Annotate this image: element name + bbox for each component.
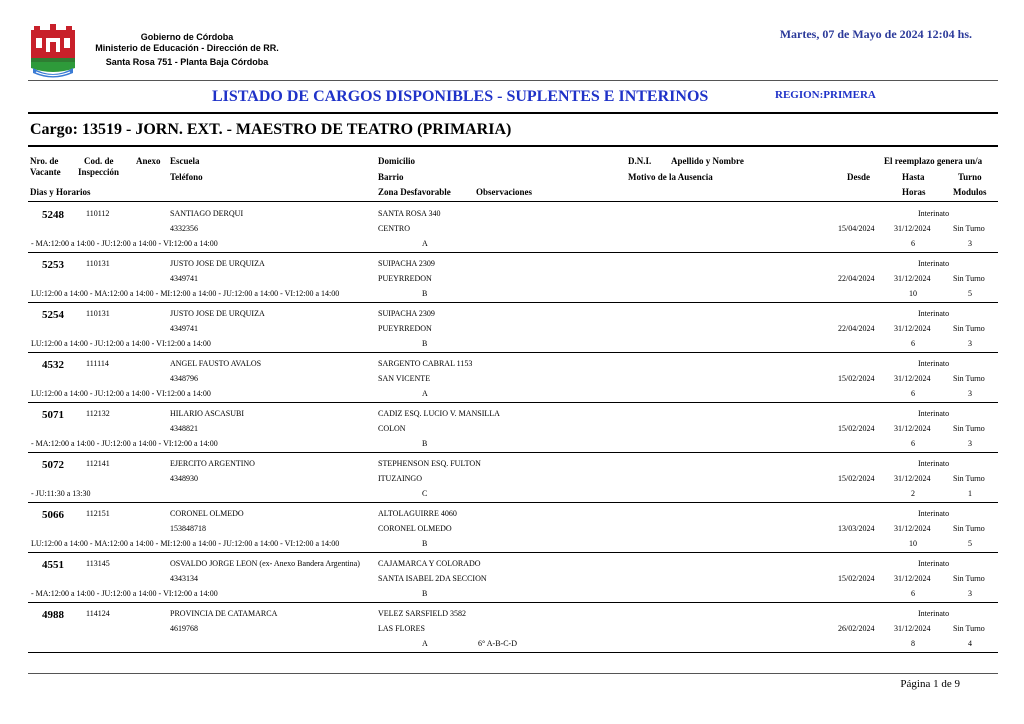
page-number: Página 1 de 9: [900, 678, 960, 690]
schedule: LU:12:00 a 14:00 - MA:12:00 a 14:00 - MI:12:00 a 14:00 - JU:12:00 a 14:00 - VI:12:00 a 14:00: [31, 539, 340, 548]
inspeccion-code: 110112: [86, 209, 110, 218]
date-from: 15/02/2024: [838, 374, 875, 383]
school-address: SANTA ROSA 340: [378, 209, 441, 218]
vacancy-list: [28, 203, 998, 653]
school-address: SARGENTO CABRAL 1153: [378, 359, 473, 368]
modules: 3: [968, 589, 972, 598]
vacancy-row: [28, 553, 998, 603]
footer-divider: [28, 673, 998, 674]
date-from: 15/04/2024: [838, 224, 875, 233]
schedule: - MA:12:00 a 14:00 - JU:12:00 a 14:00 - VI:12:00 a 14:00: [31, 239, 218, 248]
organization-block: [82, 32, 292, 68]
hours: 6: [911, 589, 915, 598]
school-address: VELEZ SARSFIELD 3582: [378, 609, 466, 618]
modules: 5: [968, 539, 972, 548]
org-ministry: Ministerio de Educación - Dirección de RR.: [95, 43, 279, 53]
school-phone: 4348796: [170, 374, 198, 383]
school-name: HILARIO ASCASUBI: [170, 409, 245, 418]
school-phone: 4348930: [170, 474, 198, 483]
cargo-divider: [28, 145, 998, 147]
schedule: - MA:12:00 a 14:00 - JU:12:00 a 14:00 - VI:12:00 a 14:00: [31, 439, 218, 448]
zone: A: [422, 389, 428, 398]
col-zona: Zona Desfavorable: [378, 187, 451, 197]
school-address: SUIPACHA 2309: [378, 309, 435, 318]
col-reemplazo: El reemplazo genera un/a: [884, 156, 983, 166]
date-from: 22/04/2024: [838, 274, 875, 283]
col-turno: Turno: [958, 172, 982, 182]
inspeccion-code: 112132: [86, 409, 110, 418]
col-modulos: Modulos: [953, 187, 987, 197]
vacante-number: 4988: [42, 609, 64, 621]
modules: 1: [968, 489, 972, 498]
neighborhood: SAN VICENTE: [378, 374, 431, 383]
replacement-type: Interinato: [918, 409, 950, 418]
replacement-type: Interinato: [918, 309, 950, 318]
col-horas: Horas: [902, 187, 926, 197]
col-apellido: Apellido y Nombre: [671, 156, 744, 166]
hours: 10: [909, 539, 917, 548]
date-to: 31/12/2024: [894, 224, 931, 233]
date-to: 31/12/2024: [894, 274, 931, 283]
school-name: PROVINCIA DE CATAMARCA: [170, 609, 278, 618]
vacante-number: 5066: [42, 509, 64, 521]
org-address: Santa Rosa 751 - Planta Baja Córdoba: [105, 57, 269, 67]
neighborhood: CENTRO: [378, 224, 410, 233]
school-name: ANGEL FAUSTO AVALOS: [170, 359, 262, 368]
vacancy-row: [28, 403, 998, 453]
replacement-type: Interinato: [918, 609, 950, 618]
school-phone: 4343134: [170, 574, 198, 583]
modules: 3: [968, 389, 972, 398]
replacement-type: Interinato: [918, 559, 950, 568]
school-name: SANTIAGO DERQUI: [170, 209, 244, 218]
inspeccion-code: 112151: [86, 509, 110, 518]
replacement-type: Interinato: [918, 209, 950, 218]
replacement-type: Interinato: [918, 359, 950, 368]
zone: A: [422, 239, 428, 248]
schedule: - MA:12:00 a 14:00 - JU:12:00 a 14:00 - VI:12:00 a 14:00: [31, 589, 218, 598]
zone: B: [422, 539, 428, 548]
neighborhood: PUEYRREDON: [378, 324, 432, 333]
vacante-number: 4551: [42, 559, 64, 571]
zone: B: [422, 589, 428, 598]
date-from: 13/03/2024: [838, 524, 875, 533]
org-name: Gobierno de Córdoba: [140, 32, 234, 42]
school-address: SUIPACHA 2309: [378, 259, 435, 268]
hours: 6: [911, 439, 915, 448]
school-phone: 4348821: [170, 424, 198, 433]
date-from: 22/04/2024: [838, 324, 875, 333]
shift: Sin Turno: [953, 374, 985, 383]
hours: 8: [911, 639, 915, 648]
date-to: 31/12/2024: [894, 374, 931, 383]
vacante-number: 5254: [42, 309, 64, 321]
shift: Sin Turno: [953, 424, 985, 433]
date-to: 31/12/2024: [894, 624, 931, 633]
shift: Sin Turno: [953, 274, 985, 283]
school-name: JUSTO JOSE DE URQUIZA: [170, 259, 265, 268]
inspeccion-code: 112141: [86, 459, 110, 468]
hours: 6: [911, 339, 915, 348]
schedule: LU:12:00 a 14:00 - JU:12:00 a 14:00 - VI:12:00 a 14:00: [31, 389, 211, 398]
date-from: 15/02/2024: [838, 574, 875, 583]
vacancy-row: [28, 203, 998, 253]
modules: 5: [968, 289, 972, 298]
vacancy-row: [28, 503, 998, 553]
school-name: OSVALDO JORGE LEON (ex- Anexo Bandera Argentina): [170, 559, 360, 568]
page-header: [0, 0, 1024, 82]
hours: 10: [909, 289, 917, 298]
col-dni: D.N.I.: [628, 156, 652, 166]
col-anexo: Anexo: [136, 156, 161, 166]
school-address: STEPHENSON ESQ. FULTON: [378, 459, 481, 468]
col-telefono: Teléfono: [170, 172, 203, 182]
zone: B: [422, 289, 428, 298]
report-date: Martes, 07 de Mayo de 2024 12:04 hs.: [779, 27, 972, 41]
school-phone: 4619768: [170, 624, 198, 633]
shift: Sin Turno: [953, 624, 985, 633]
col-cod: Cod. de: [84, 156, 114, 166]
col-vacante: Vacante: [30, 167, 61, 177]
shift: Sin Turno: [953, 574, 985, 583]
neighborhood: SANTA ISABEL 2DA SECCION: [378, 574, 487, 583]
header-divider: [28, 80, 998, 81]
modules: 3: [968, 339, 972, 348]
col-inspeccion: Inspección: [78, 167, 120, 177]
shift: Sin Turno: [953, 224, 985, 233]
date-from: 15/02/2024: [838, 424, 875, 433]
schedule: - JU:11:30 a 13:30: [31, 489, 91, 498]
inspeccion-code: 111114: [86, 359, 109, 368]
vacante-number: 5248: [42, 209, 64, 221]
zone: B: [422, 339, 428, 348]
report-title: LISTADO DE CARGOS DISPONIBLES - SUPLENTES E INTERINOS: [212, 88, 709, 105]
neighborhood: ITUZAINGO: [378, 474, 422, 483]
date-from: 26/02/2024: [838, 624, 875, 633]
col-observaciones: Observaciones: [476, 187, 532, 197]
hours: 6: [911, 389, 915, 398]
schedule: LU:12:00 a 14:00 - MA:12:00 a 14:00 - MI:12:00 a 14:00 - JU:12:00 a 14:00 - VI:12:00 a 14:00: [31, 289, 340, 298]
col-hasta: Hasta: [902, 172, 925, 182]
title-divider: [28, 112, 998, 114]
col-desde: Desde: [847, 172, 870, 182]
column-header-divider: [28, 201, 998, 202]
modules: 4: [968, 639, 972, 648]
zone: C: [422, 489, 428, 498]
replacement-type: Interinato: [918, 509, 950, 518]
shift: Sin Turno: [953, 324, 985, 333]
date-from: 15/02/2024: [838, 474, 875, 483]
col-nro: Nro. de: [30, 156, 59, 166]
col-motivo: Motivo de la Ausencia: [628, 172, 713, 182]
vacancy-row: [28, 603, 998, 653]
school-address: CAJAMARCA Y COLORADO: [378, 559, 481, 568]
hours: 6: [911, 239, 915, 248]
replacement-type: Interinato: [918, 459, 950, 468]
col-dias: Dias y Horarios: [30, 187, 91, 197]
inspeccion-code: 114124: [86, 609, 110, 618]
date-to: 31/12/2024: [894, 574, 931, 583]
date-to: 31/12/2024: [894, 324, 931, 333]
col-escuela: Escuela: [170, 156, 200, 166]
date-to: 31/12/2024: [894, 424, 931, 433]
observations: 6° A-B-C-D: [478, 639, 517, 648]
vacancy-row: [28, 453, 998, 503]
zone: A: [422, 639, 428, 648]
neighborhood: LAS FLORES: [378, 624, 425, 633]
shift: Sin Turno: [953, 474, 985, 483]
school-phone: 153848718: [170, 524, 206, 533]
modules: 3: [968, 439, 972, 448]
inspeccion-code: 110131: [86, 309, 110, 318]
neighborhood: CORONEL OLMEDO: [378, 524, 452, 533]
shift: Sin Turno: [953, 524, 985, 533]
inspeccion-code: 113145: [86, 559, 110, 568]
school-name: CORONEL OLMEDO: [170, 509, 244, 518]
zone: B: [422, 439, 428, 448]
neighborhood: COLON: [378, 424, 406, 433]
vacante-number: 5071: [42, 409, 64, 421]
inspeccion-code: 110131: [86, 259, 110, 268]
date-to: 31/12/2024: [894, 524, 931, 533]
modules: 3: [968, 239, 972, 248]
school-address: CADIZ ESQ. LUCIO V. MANSILLA: [378, 409, 500, 418]
school-name: JUSTO JOSE DE URQUIZA: [170, 309, 265, 318]
school-phone: 4349741: [170, 274, 198, 283]
vacancy-row: [28, 303, 998, 353]
replacement-type: Interinato: [918, 259, 950, 268]
cordoba-coat-of-arms-icon: [28, 24, 78, 80]
schedule: LU:12:00 a 14:00 - JU:12:00 a 14:00 - VI:12:00 a 14:00: [31, 339, 211, 348]
col-domicilio: Domicilio: [378, 156, 415, 166]
school-phone: 4349741: [170, 324, 198, 333]
vacante-number: 5072: [42, 459, 64, 471]
vacancy-row: [28, 353, 998, 403]
school-name: EJERCITO ARGENTINO: [170, 459, 255, 468]
school-phone: 4332356: [170, 224, 198, 233]
school-address: ALTOLAGUIRRE 4060: [378, 509, 457, 518]
vacante-number: 5253: [42, 259, 64, 271]
vacancy-row: [28, 253, 998, 303]
cargo-heading: Cargo: 13519 - JORN. EXT. - MAESTRO DE TEATRO (PRIMARIA): [30, 121, 512, 138]
neighborhood: PUEYRREDON: [378, 274, 432, 283]
vacante-number: 4532: [42, 359, 64, 371]
col-barrio: Barrio: [378, 172, 404, 182]
hours: 2: [911, 489, 915, 498]
date-to: 31/12/2024: [894, 474, 931, 483]
region-label: REGION:PRIMERA: [775, 89, 876, 101]
